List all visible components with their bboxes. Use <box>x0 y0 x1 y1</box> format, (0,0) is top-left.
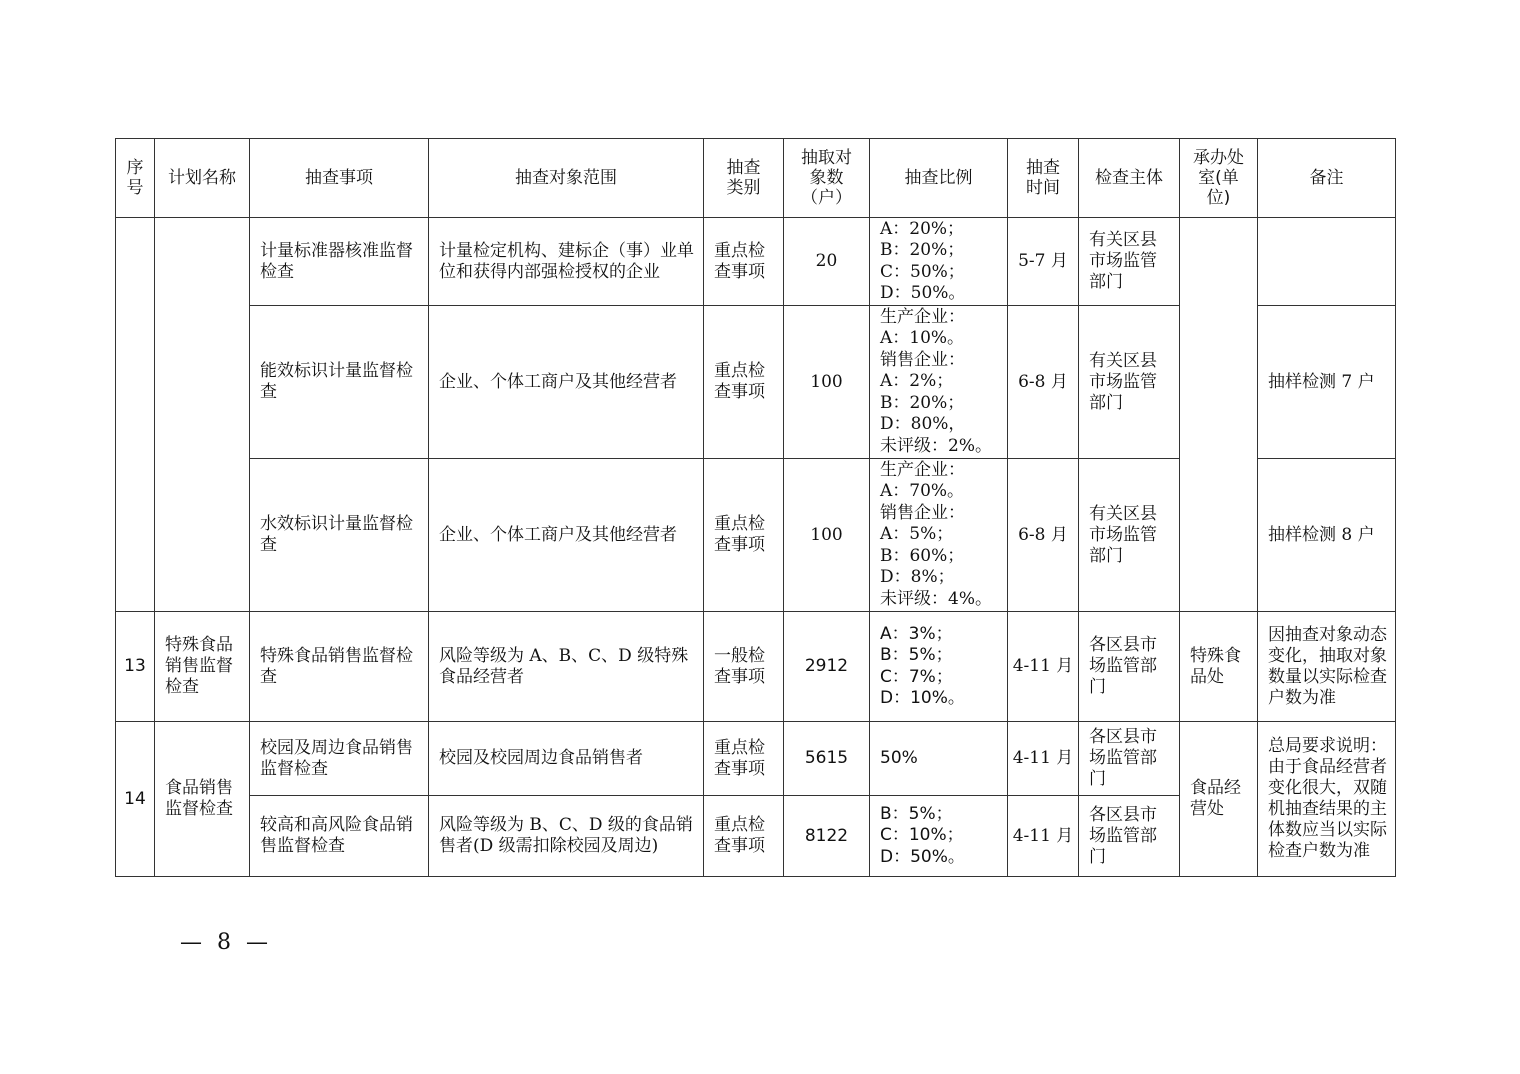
header-time: 抽查时间 <box>1008 139 1079 218</box>
subject-cell: 各区县市场监管部门 <box>1079 722 1180 796</box>
table-row <box>116 218 1396 306</box>
time-cell: 6-8 月 <box>1008 459 1079 612</box>
office-cell: 特殊食品处 <box>1180 612 1258 722</box>
remark-cell: 抽样检测 8 户 <box>1258 459 1396 612</box>
seq-cell-empty <box>116 218 155 612</box>
seq-cell: 13 <box>116 612 155 722</box>
header-remark: 备注 <box>1258 139 1396 218</box>
scope-cell: 风险等级为 A、B、C、D 级特殊食品经营者 <box>429 612 704 722</box>
header-ratio: 抽查比例 <box>870 139 1008 218</box>
remark-cell: 抽样检测 7 户 <box>1258 306 1396 459</box>
time-cell: 6-8 月 <box>1008 306 1079 459</box>
scope-cell: 企业、个体工商户及其他经营者 <box>429 306 704 459</box>
subject-cell: 各区县市场监管部门 <box>1079 612 1180 722</box>
header-count: 抽取对象数（户） <box>784 139 870 218</box>
inspection-plan-table <box>115 138 1396 877</box>
subject-cell: 有关区县市场监管部门 <box>1079 306 1180 459</box>
count-cell: 2912 <box>784 612 870 722</box>
table-row <box>116 722 1396 796</box>
header-plan-name: 计划名称 <box>155 139 250 218</box>
header-scope: 抽查对象范围 <box>429 139 704 218</box>
remark-cell: 总局要求说明：由于食品经营者变化很大，双随机抽查结果的主体数应当以实际检查户数为准 <box>1258 722 1396 877</box>
count-cell: 100 <box>784 459 870 612</box>
category-cell: 重点检查事项 <box>704 459 784 612</box>
item-cell: 校园及周边食品销售监督检查 <box>250 722 429 796</box>
time-cell: 4-11 月 <box>1008 722 1079 796</box>
header-office: 承办处室(单位) <box>1180 139 1258 218</box>
category-cell: 重点检查事项 <box>704 722 784 796</box>
subject-cell: 有关区县市场监管部门 <box>1079 459 1180 612</box>
item-cell: 特殊食品销售监督检查 <box>250 612 429 722</box>
plan-name-cell-empty <box>155 218 250 612</box>
item-cell: 能效标识计量监督检查 <box>250 306 429 459</box>
plan-name-cell: 特殊食品销售监督检查 <box>155 612 250 722</box>
seq-cell: 14 <box>116 722 155 877</box>
category-cell: 重点检查事项 <box>704 306 784 459</box>
header-item: 抽查事项 <box>250 139 429 218</box>
time-cell: 4-11 月 <box>1008 796 1079 877</box>
item-cell: 水效标识计量监督检查 <box>250 459 429 612</box>
scope-cell: 校园及校园周边食品销售者 <box>429 722 704 796</box>
category-cell: 一般检查事项 <box>704 612 784 722</box>
count-cell: 20 <box>784 218 870 306</box>
ratio-cell: B：5%； C：10%； D：50%。 <box>870 796 1008 877</box>
remark-cell <box>1258 218 1396 306</box>
subject-cell: 各区县市场监管部门 <box>1079 796 1180 877</box>
category-cell: 重点检查事项 <box>704 796 784 877</box>
category-cell: 重点检查事项 <box>704 218 784 306</box>
header-row <box>116 139 1396 218</box>
count-cell: 5615 <box>784 722 870 796</box>
ratio-cell: 生产企业： A：70%。 销售企业： A：5%； B：60%； D：8%； 未评级：4%。 <box>870 459 1008 612</box>
item-cell: 较高和高风险食品销售监督检查 <box>250 796 429 877</box>
ratio-cell: A：20%； B：20%； C：50%； D：50%。 <box>870 218 1008 306</box>
ratio-cell: 生产企业： A：10%。 销售企业： A：2%； B：20%； D：80%， 未评级：2%。 <box>870 306 1008 459</box>
table-row <box>116 612 1396 722</box>
office-cell-empty <box>1180 218 1258 612</box>
page-number: — 8 — <box>180 930 272 955</box>
ratio-cell: A：3%； B：5%； C：7%； D：10%。 <box>870 612 1008 722</box>
scope-cell: 企业、个体工商户及其他经营者 <box>429 459 704 612</box>
remark-cell: 因抽查对象动态变化，抽取对象数量以实际检查户数为准 <box>1258 612 1396 722</box>
header-subject: 检查主体 <box>1079 139 1180 218</box>
time-cell: 4-11 月 <box>1008 612 1079 722</box>
count-cell: 8122 <box>784 796 870 877</box>
count-cell: 100 <box>784 306 870 459</box>
subject-cell: 有关区县市场监管部门 <box>1079 218 1180 306</box>
time-cell: 5-7 月 <box>1008 218 1079 306</box>
office-cell: 食品经营处 <box>1180 722 1258 877</box>
ratio-cell: 50% <box>870 722 1008 796</box>
item-cell: 计量标准器核准监督检查 <box>250 218 429 306</box>
plan-name-cell: 食品销售监督检查 <box>155 722 250 877</box>
header-seq: 序号 <box>116 139 155 218</box>
scope-cell: 计量检定机构、建标企（事）业单位和获得内部强检授权的企业 <box>429 218 704 306</box>
scope-cell: 风险等级为 B、C、D 级的食品销售者(D 级需扣除校园及周边) <box>429 796 704 877</box>
header-category: 抽查类别 <box>704 139 784 218</box>
